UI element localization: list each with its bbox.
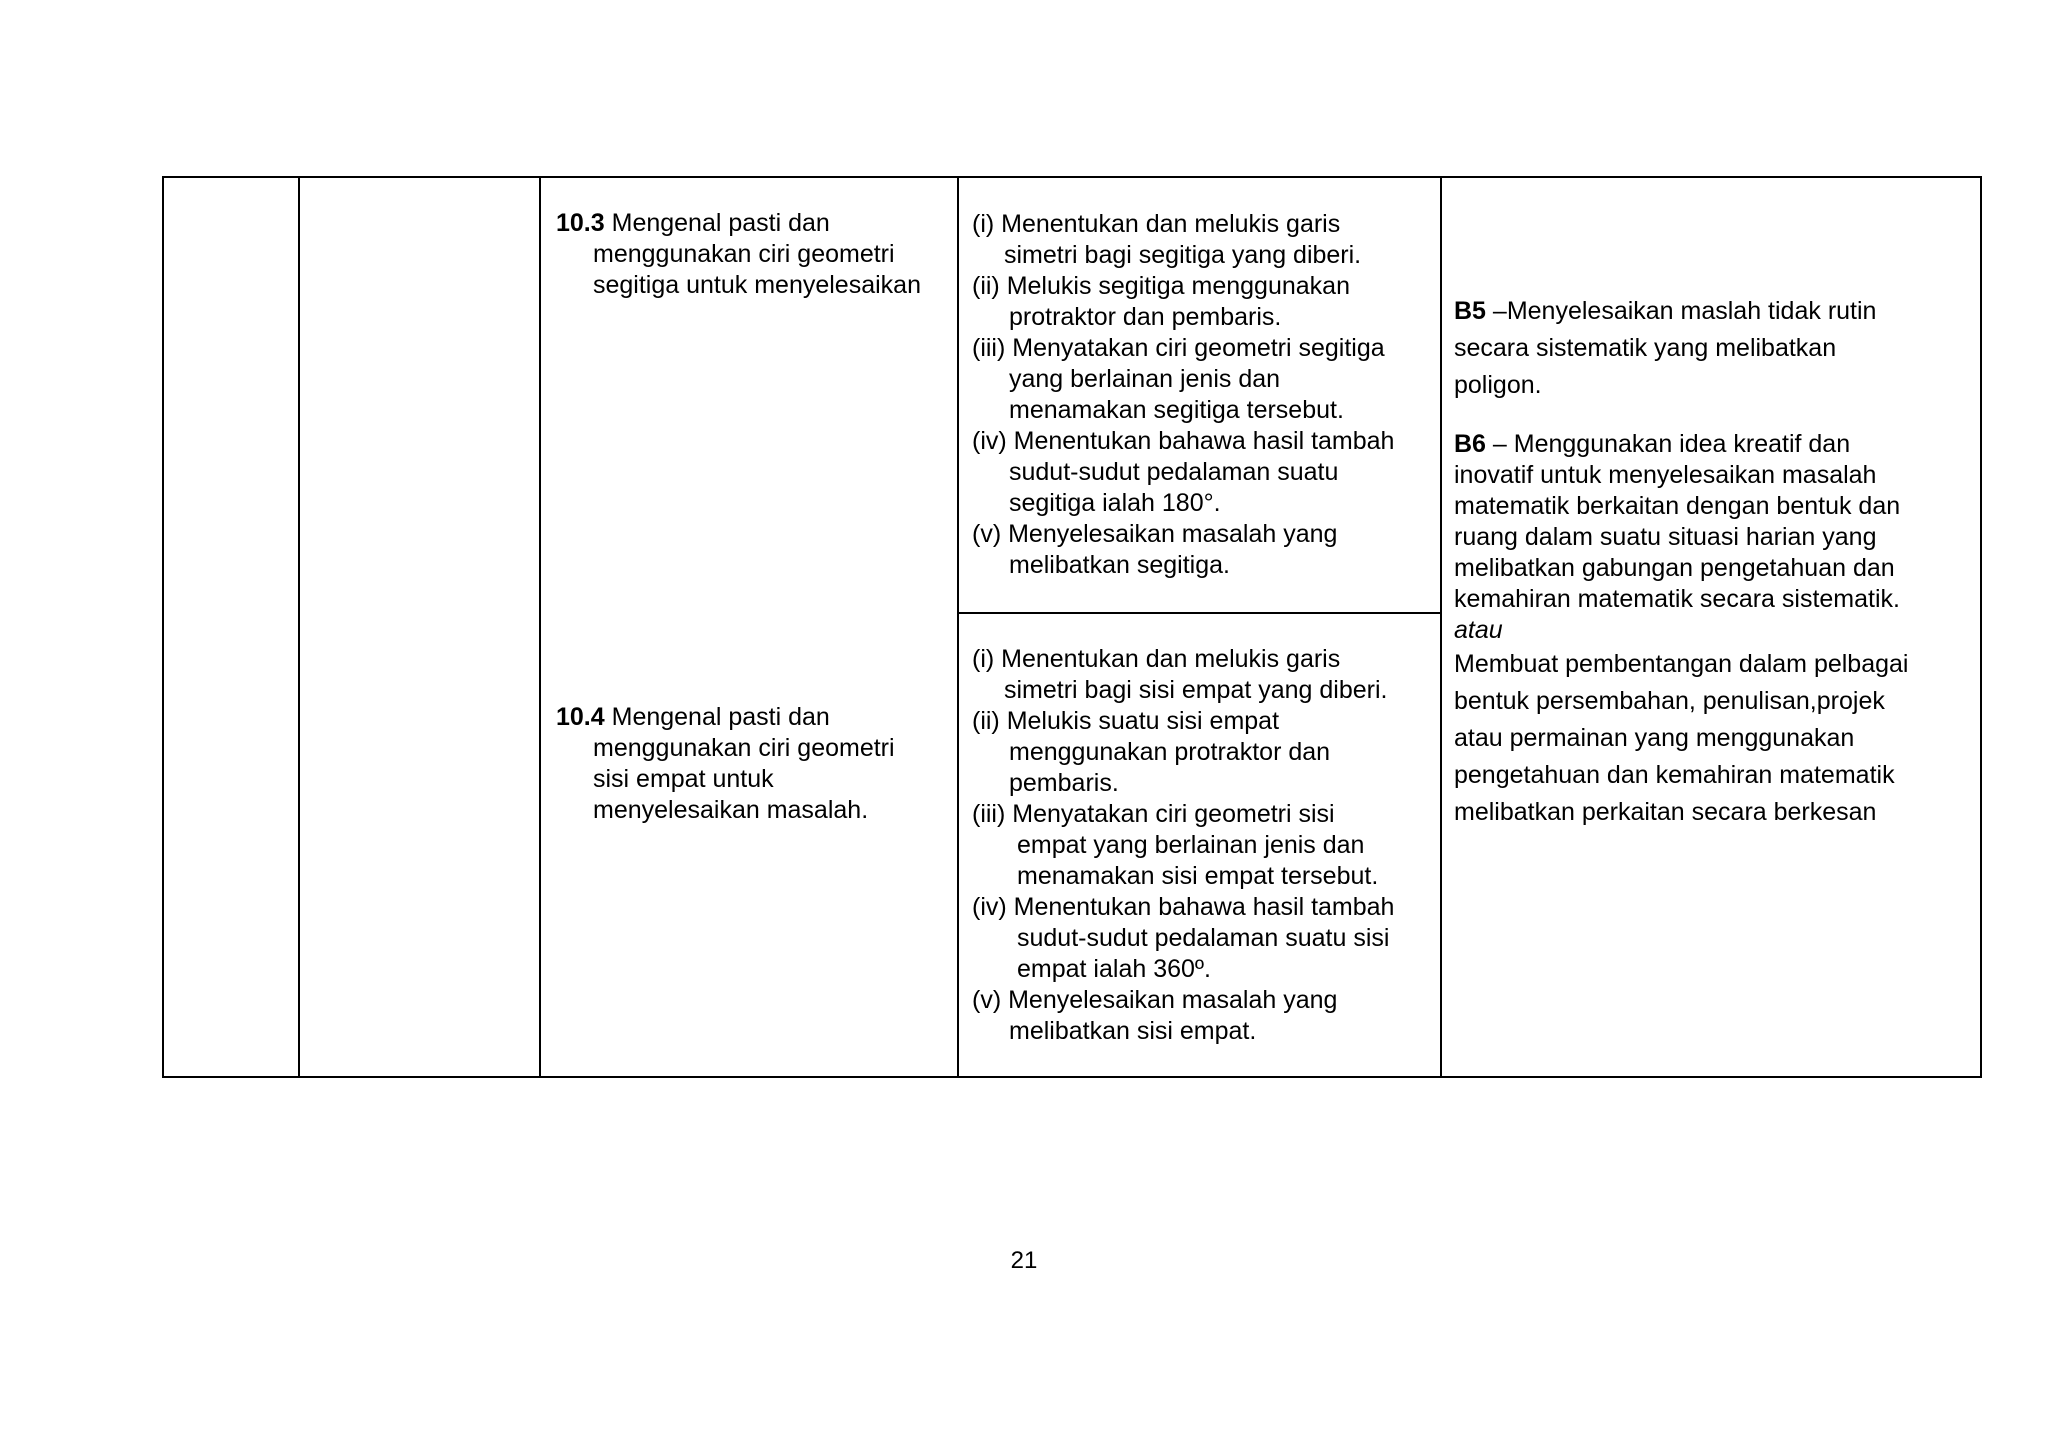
standard-text-line: Mengenal pasti dan — [604, 703, 830, 731]
performance-line — [1454, 429, 1900, 460]
learning-item-line: yang berlainan jenis dan — [1009, 365, 1281, 393]
learning-item-line: (iv) Menentukan bahawa hasil tambah — [972, 893, 1395, 921]
learning-item-line: empat ialah 360º. — [1017, 955, 1211, 983]
learning-item-line: (i) Menentukan dan melukis garis — [972, 645, 1341, 673]
curriculum-table — [162, 176, 1982, 1078]
performance-line: matematik berkaitan dengan bentuk dan — [1454, 492, 1901, 520]
learning-item — [972, 644, 1394, 706]
learning-standards-10-4 — [972, 644, 1394, 1047]
standard-heading — [556, 208, 921, 239]
learning-item-line: (ii) Melukis suatu sisi empat — [972, 707, 1280, 735]
learning-item-line: empat yang berlainan jenis dan — [1017, 831, 1365, 859]
learning-item-line: simetri bagi sisi empat yang diberi. — [1004, 676, 1388, 704]
learning-item — [972, 271, 1394, 333]
standard-heading — [556, 702, 895, 733]
learning-standards-10-3 — [972, 209, 1394, 581]
content-standard-10-4 — [556, 702, 895, 826]
performance-code: B5 — [1454, 297, 1486, 325]
standard-text-line: Mengenal pasti dan — [604, 209, 830, 237]
learning-item-line: menggunakan protraktor dan — [1009, 738, 1331, 766]
learning-item-line: melibatkan segitiga. — [1009, 551, 1230, 579]
learning-item — [972, 519, 1394, 581]
performance-line: pengetahuan dan kemahiran matematik — [1454, 761, 1895, 789]
performance-line: poligon. — [1454, 371, 1542, 399]
performance-line: Membuat pembentangan dalam pelbagai — [1454, 650, 1909, 678]
performance-or: atau — [1454, 616, 1503, 644]
performance-code: B6 — [1454, 430, 1486, 458]
performance-line: secara sistematik yang melibatkan — [1454, 334, 1837, 362]
performance-alternative — [1454, 646, 1908, 831]
learning-item-line: melibatkan sisi empat. — [1009, 1017, 1257, 1045]
learning-item — [972, 799, 1394, 892]
column-divider — [298, 178, 300, 1076]
learning-item-line: (v) Menyelesaikan masalah yang — [972, 520, 1338, 548]
performance-line: atau permainan yang menggunakan — [1454, 724, 1855, 752]
learning-item-line: pembaris. — [1009, 769, 1119, 797]
learning-item-line: sudut-sudut pedalaman suatu sisi — [1017, 924, 1390, 952]
page-number: 21 — [1010, 1247, 1038, 1274]
learning-item-line: simetri bagi segitiga yang diberi. — [1004, 241, 1362, 269]
performance-line: bentuk persembahan, penulisan,projek — [1454, 687, 1885, 715]
learning-item — [972, 209, 1394, 271]
performance-line: melibatkan perkaitan secara berkesan — [1454, 798, 1877, 826]
performance-text: – Menggunakan idea kreatif dan — [1485, 430, 1851, 458]
standard-text-line: sisi empat untuk — [593, 765, 774, 793]
learning-item-line: (iii) Menyatakan ciri geometri sisi — [972, 800, 1335, 828]
learning-item — [972, 333, 1394, 426]
standard-number: 10.3 — [556, 209, 605, 237]
learning-item-line: (iv) Menentukan bahawa hasil tambah — [972, 427, 1395, 455]
content-standard-10-3 — [556, 208, 921, 301]
learning-item — [972, 706, 1394, 799]
performance-text: –Menyelesaikan maslah tidak rutin — [1485, 297, 1877, 325]
learning-item — [972, 892, 1394, 985]
standard-number: 10.4 — [556, 703, 605, 731]
standard-text-line: menyelesaikan masalah. — [593, 796, 869, 824]
performance-line: kemahiran matematik secara sistematik. — [1454, 585, 1900, 613]
learning-item-line: menamakan sisi empat tersebut. — [1017, 862, 1379, 890]
learning-item-line: (iii) Menyatakan ciri geometri segitiga — [972, 334, 1385, 362]
row-divider — [959, 612, 1440, 614]
learning-item-line: protraktor dan pembaris. — [1009, 303, 1282, 331]
learning-item-line: (ii) Melukis segitiga menggunakan — [972, 272, 1350, 300]
standard-text-line: segitiga untuk menyelesaikan — [593, 271, 921, 299]
performance-b6 — [1454, 429, 1900, 646]
performance-b5 — [1454, 293, 1876, 404]
learning-item — [972, 985, 1394, 1047]
learning-item-line: segitiga ialah 180°. — [1009, 489, 1221, 517]
learning-item-line: (i) Menentukan dan melukis garis — [972, 210, 1341, 238]
performance-line: ruang dalam suatu situasi harian yang — [1454, 523, 1877, 551]
standard-text-line: menggunakan ciri geometri — [593, 240, 895, 268]
learning-item-line: (v) Menyelesaikan masalah yang — [972, 986, 1338, 1014]
performance-line — [1454, 293, 1876, 330]
column-divider — [957, 178, 959, 1076]
performance-line: inovatif untuk menyelesaikan masalah — [1454, 461, 1877, 489]
performance-line: melibatkan gabungan pengetahuan dan — [1454, 554, 1895, 582]
learning-item-line: sudut-sudut pedalaman suatu — [1009, 458, 1339, 486]
learning-item-line: menamakan segitiga tersebut. — [1009, 396, 1344, 424]
learning-item — [972, 426, 1394, 519]
column-divider — [539, 178, 541, 1076]
standard-text-line: menggunakan ciri geometri — [593, 734, 895, 762]
column-divider — [1440, 178, 1442, 1076]
